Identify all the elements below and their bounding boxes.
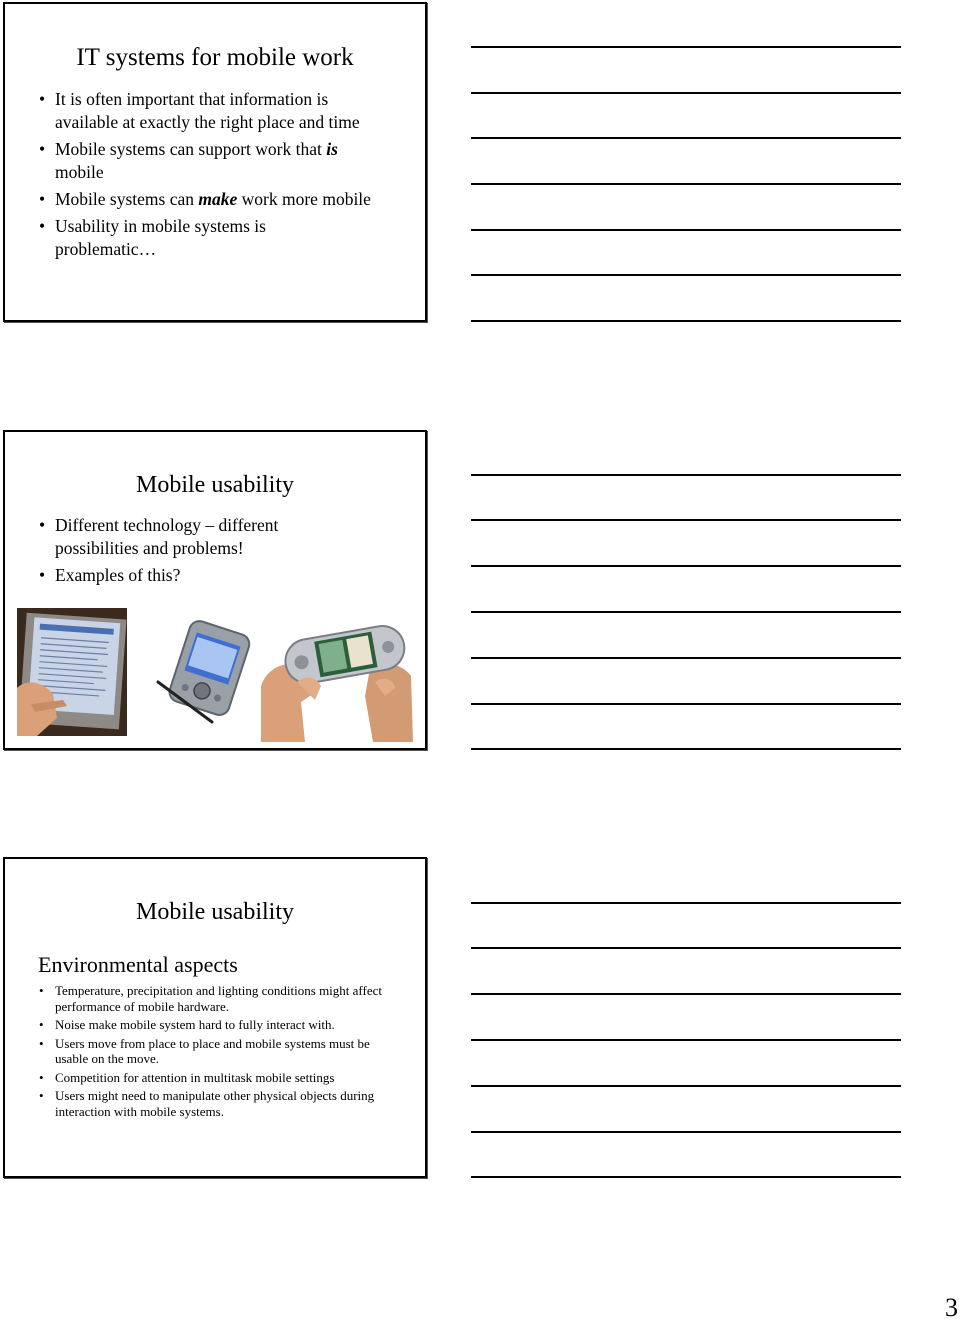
note-line [471,565,901,567]
bullet-item: • Noise make mobile system hard to fully interact with. [39,1017,389,1033]
note-line [471,1176,901,1178]
note-line [471,137,901,139]
note-line [471,474,901,476]
slide-3 [3,857,427,1178]
note-line [471,1085,901,1087]
bullet-item: • Mobile systems can make work more mobile [39,188,384,211]
bullet-item: • Temperature, precipitation and lighting conditions might affect performance of mobile hardware. [39,983,389,1014]
slide-title: IT systems for mobile work [76,44,354,71]
note-line [471,92,901,94]
note-line [471,183,901,185]
note-line [471,902,901,904]
bullet-item: • Competition for attention in multitask mobile settings [39,1070,389,1086]
bullet-item: • Mobile systems can support work that is mobile [39,138,384,184]
slide-2 [3,430,427,750]
note-line [471,1039,901,1041]
bullet-item: • It is often important that information is available at exactly the right place and time [39,88,384,134]
note-line [471,611,901,613]
note-line [471,748,901,750]
note-line [471,657,901,659]
note-line [471,947,901,949]
bullet-item: • Examples of this? [39,564,314,587]
note-line [471,274,901,276]
bullet-item: • Usability in mobile systems is problematic… [39,215,305,261]
slide-subtitle: Environmental aspects [38,952,238,977]
slide-title: Mobile usability [136,472,294,498]
slide-1 [3,2,427,322]
note-line [471,320,901,322]
page-number: 3 [945,1293,958,1322]
bullet-list [39,514,314,591]
bullet-item: • Users move from place to place and mobile systems must be usable on the move. [39,1036,389,1067]
slide-title: Mobile usability [136,899,294,925]
note-line [471,993,901,995]
pda-stylus-photo [140,618,258,726]
bullet-item: • Users might need to manipulate other physical objects during interaction with mobile systems. [39,1088,385,1119]
tablet-pc-photo [17,608,127,736]
bullet-item: • Different technology – different possibilities and problems! [39,514,314,560]
note-line [471,519,901,521]
note-line [471,229,901,231]
note-line [471,1131,901,1133]
note-line [471,703,901,705]
handheld-device-photo [261,616,413,742]
bullet-list [39,983,389,1122]
note-line [471,46,901,48]
bullet-list [39,88,384,265]
